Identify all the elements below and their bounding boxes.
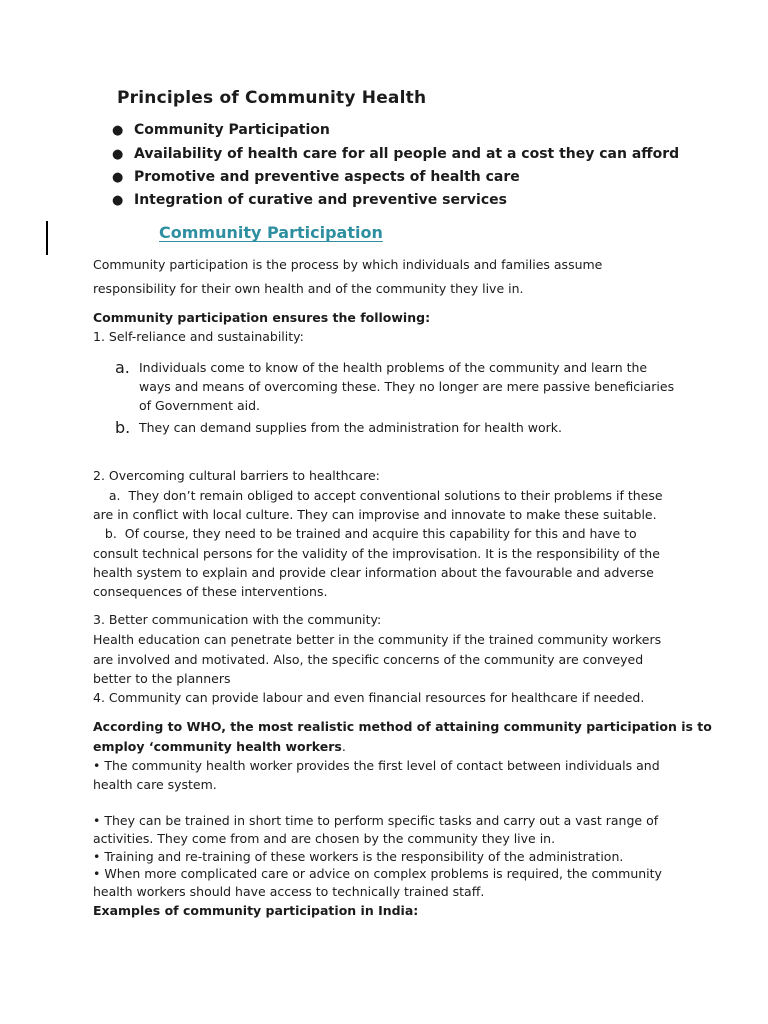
text-cursor	[46, 221, 48, 255]
list-item-line: of Government aid.	[139, 398, 260, 413]
point-heading: 1. Self-reliance and sustainability:	[93, 329, 304, 344]
principle-item: ● Availability of health care for all people and at a cost they can afford	[112, 146, 680, 162]
principle-item: ● Integration of curative and preventive services	[112, 192, 507, 208]
who-statement-line2: employ ‘community health workers.	[93, 739, 346, 754]
intro-line: responsibility for their own health and of the community they live in.	[93, 281, 524, 296]
bullet-icon: ●	[112, 147, 124, 162]
bullet-icon: ●	[112, 123, 124, 138]
point-heading: 2. Overcoming cultural barriers to healthcare:	[93, 468, 380, 483]
paragraph-line: are involved and motivated. Also, the specific concerns of the community are conveyed	[93, 652, 644, 667]
bullet-line: activities. They come from and are chosen by the community they live in.	[93, 831, 556, 846]
section-heading: Community Participation	[159, 223, 383, 242]
point-heading: 3. Better communication with the community:	[93, 612, 382, 627]
principle-item: ● Community Participation	[112, 122, 330, 138]
principle-item: ● Promotive and preventive aspects of health care	[112, 169, 520, 185]
paragraph-line: b. Of course, they need to be trained and acquire this capability for this and have to	[93, 526, 637, 541]
bullet-line: • The community health worker provides the first level of contact between individuals and	[93, 758, 660, 773]
list-item-line: They can demand supplies from the administration for health work.	[139, 420, 563, 435]
examples-heading: Examples of community participation in India:	[93, 903, 419, 918]
bullet-icon: ●	[112, 193, 124, 208]
paragraph-line: a. They don’t remain obliged to accept conventional solutions to their problems if these	[93, 488, 663, 503]
paragraph-line: Health education can penetrate better in the community if the trained community workers	[93, 632, 662, 647]
list-item-line: Individuals come to know of the health problems of the community and learn the	[139, 360, 648, 375]
paragraph-line: health system to explain and provide clear information about the favourable and adverse	[93, 565, 654, 580]
list-marker: a.	[115, 358, 130, 377]
ensures-heading: Community participation ensures the following:	[93, 310, 431, 325]
paragraph-line: consequences of these interventions.	[93, 584, 328, 599]
list-item-line: ways and means of overcoming these. They no longer are mere passive beneficiaries	[139, 379, 675, 394]
bullet-line: • When more complicated care or advice on complex problems is required, the community	[93, 866, 662, 881]
who-statement: According to WHO, the most realistic method of attaining community participation is to	[93, 719, 712, 734]
paragraph-line: are in conflict with local culture. They can improvise and innovate to make these suitable.	[93, 507, 657, 522]
bullet-line: health care system.	[93, 777, 217, 792]
bullet-icon: ●	[112, 170, 124, 185]
bullet-line: health workers should have access to technically trained staff.	[93, 884, 485, 899]
bullet-line: • Training and re-training of these workers is the responsibility of the administration.	[93, 849, 624, 864]
page-title: Principles of Community Health	[117, 88, 427, 108]
point-heading: 4. Community can provide labour and even financial resources for healthcare if needed.	[93, 690, 645, 705]
paragraph-line: consult technical persons for the validity of the improvisation. It is the responsibility of the	[93, 546, 660, 561]
list-marker: b.	[115, 418, 131, 437]
intro-line: Community participation is the process by which individuals and families assume	[93, 257, 603, 272]
bullet-line: • They can be trained in short time to perform specific tasks and carry out a vast range of	[93, 813, 659, 828]
paragraph-line: better to the planners	[93, 671, 231, 686]
